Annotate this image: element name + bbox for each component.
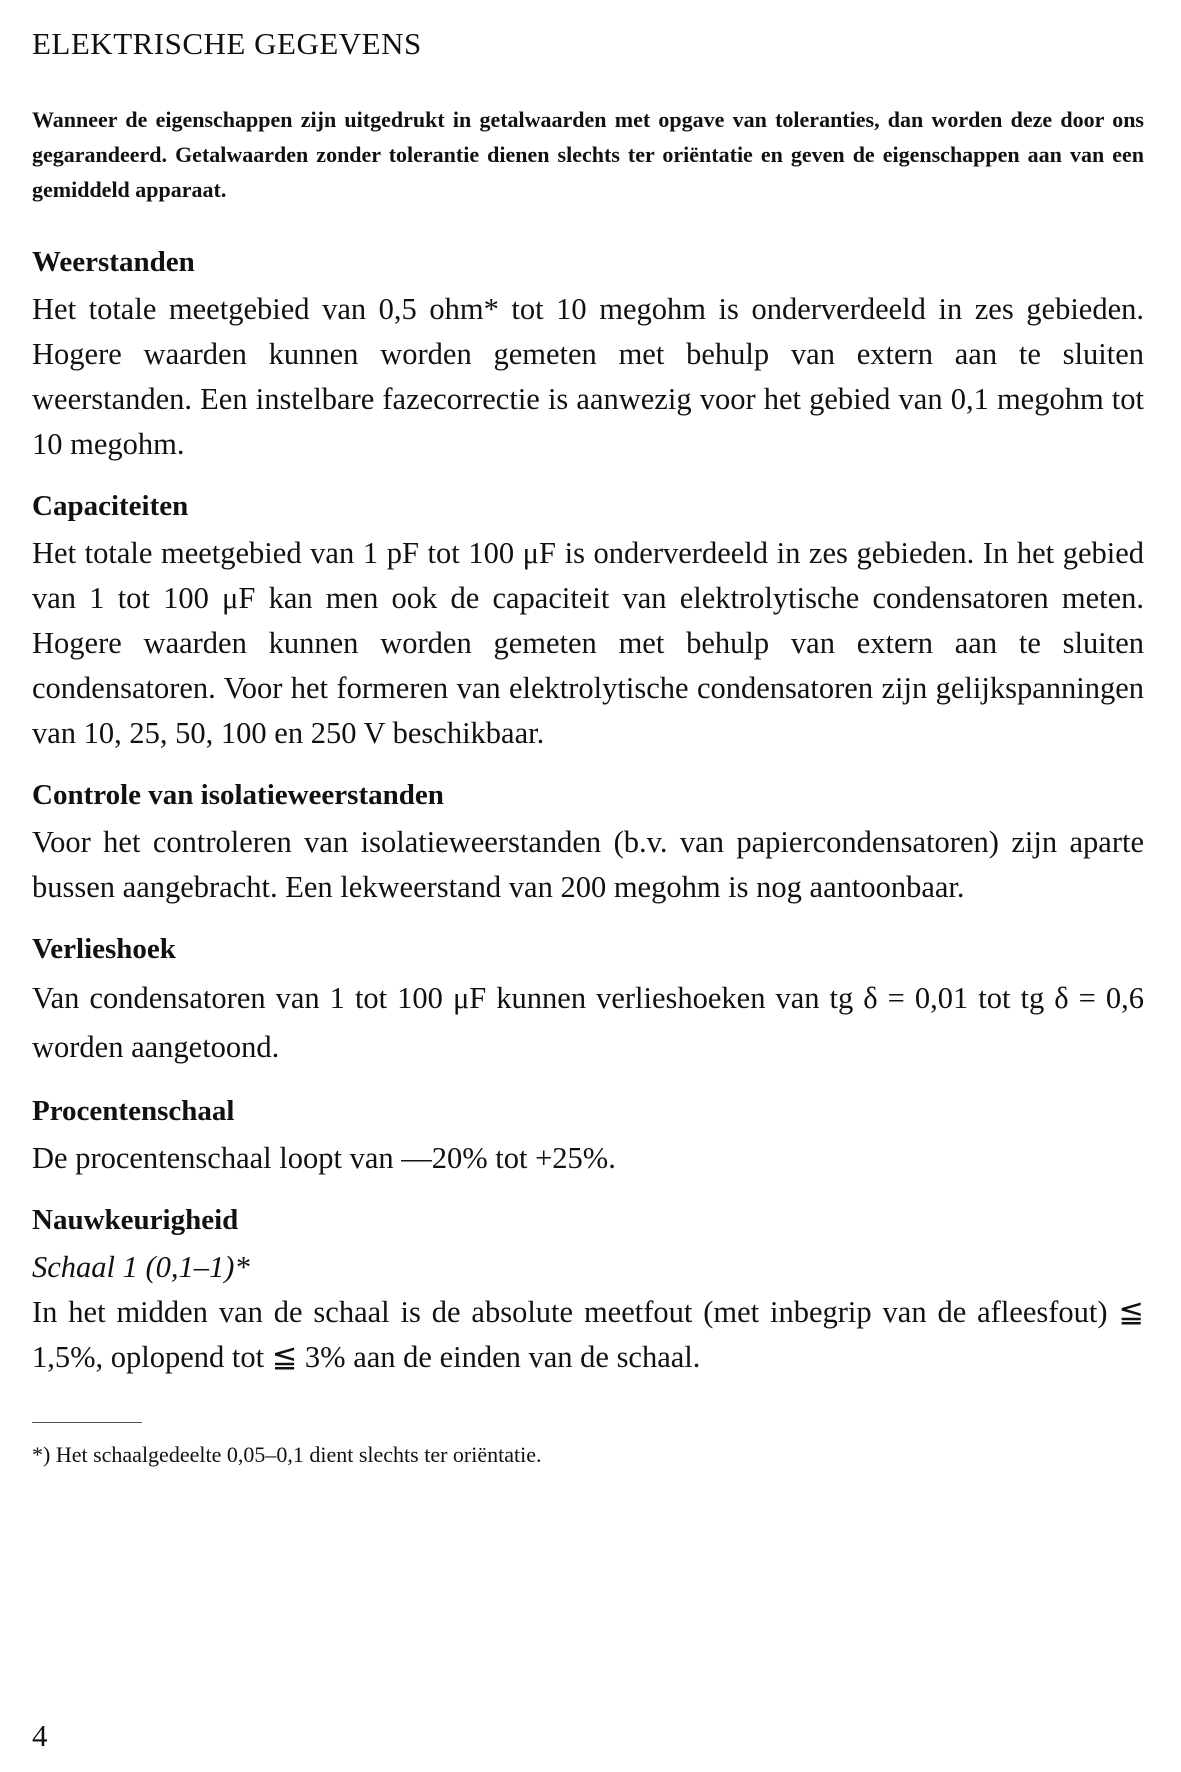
section-subheading-schaal: Schaal 1 (0,1–1)* [32, 1250, 250, 1284]
document-page [32, 26, 1144, 1469]
section-isolatie [32, 778, 1144, 910]
section-heading-isolatie: Controle van isolatieweerstanden [32, 779, 444, 811]
section-nauwkeurigheid [32, 1203, 1144, 1380]
intro-paragraph: Wanneer de eigenschappen zijn uitgedrukt in getalwaarden met opgave van toleranties, dan worden deze door ons gegarandeerd. Getalwaarden zonder tolerantie dienen slechts ter oriëntatie en geven de eigenschappen aan van een gemiddeld apparaat. [32, 107, 1144, 202]
section-body-isolatie: Voor het controleren van isolatieweerstanden (b.v. van papiercondensatoren) zijn aparte bussen aangebracht. Een lekweerstand van 200 megohm is nog aantoonbaar. [32, 825, 1144, 904]
section-verlieshoek [32, 932, 1144, 1072]
section-heading-nauwkeurigheid: Nauwkeurigheid [32, 1204, 239, 1236]
section-weerstanden [32, 245, 1144, 467]
page-title: ELEKTRISCHE GEGEVENS [32, 26, 422, 61]
section-capaciteiten [32, 489, 1144, 756]
section-heading-procentenschaal: Procentenschaal [32, 1095, 235, 1127]
section-heading-verlieshoek: Verlieshoek [32, 933, 176, 965]
section-heading-weerstanden: Weerstanden [32, 246, 195, 278]
page-number: 4 [32, 1718, 48, 1753]
section-procentenschaal [32, 1094, 1144, 1181]
footnote-divider [32, 1422, 142, 1423]
footnote: *) Het schaalgedeelte 0,05–0,1 dient slechts ter oriëntatie. [32, 1442, 542, 1467]
section-body-nauwkeurigheid: In het midden van de schaal is de absolute meetfout (met inbegrip van de afleesfout) ≦ 1,5%, oplopend tot ≦ 3% aan de einden van de schaal. [32, 1295, 1144, 1374]
section-body-weerstanden: Het totale meetgebied van 0,5 ohm* tot 10 megohm is onderverdeeld in zes gebieden. Hogere waarden kunnen worden gemeten met behulp van extern aan te sluiten weerstanden. Een instelbare fazecorrectie is aanwezig voor het gebied van 0,1 megohm tot 10 megohm. [32, 292, 1144, 461]
section-body-capaciteiten: Het totale meetgebied van 1 pF tot 100 μF is onderverdeeld in zes gebieden. In het gebied van 1 tot 100 μF kan men ook de capaciteit van elektrolytische condensatoren meten. Hogere waarden kunnen worden gemeten met behulp van extern aan te sluiten condensatoren. Voor het formeren van elektrolytische condensatoren zijn gelijkspanningen van 10, 25, 50, 100 en 250 V beschikbaar. [32, 536, 1144, 750]
section-body-procentenschaal: De procentenschaal loopt van —20% tot +25%. [32, 1141, 616, 1175]
section-body-verlieshoek: Van condensatoren van 1 tot 100 μF kunnen verlieshoeken van tg δ = 0,01 tot tg δ = 0,6 worden aangetoond. [32, 981, 1144, 1064]
section-heading-capaciteiten: Capaciteiten [32, 490, 189, 522]
